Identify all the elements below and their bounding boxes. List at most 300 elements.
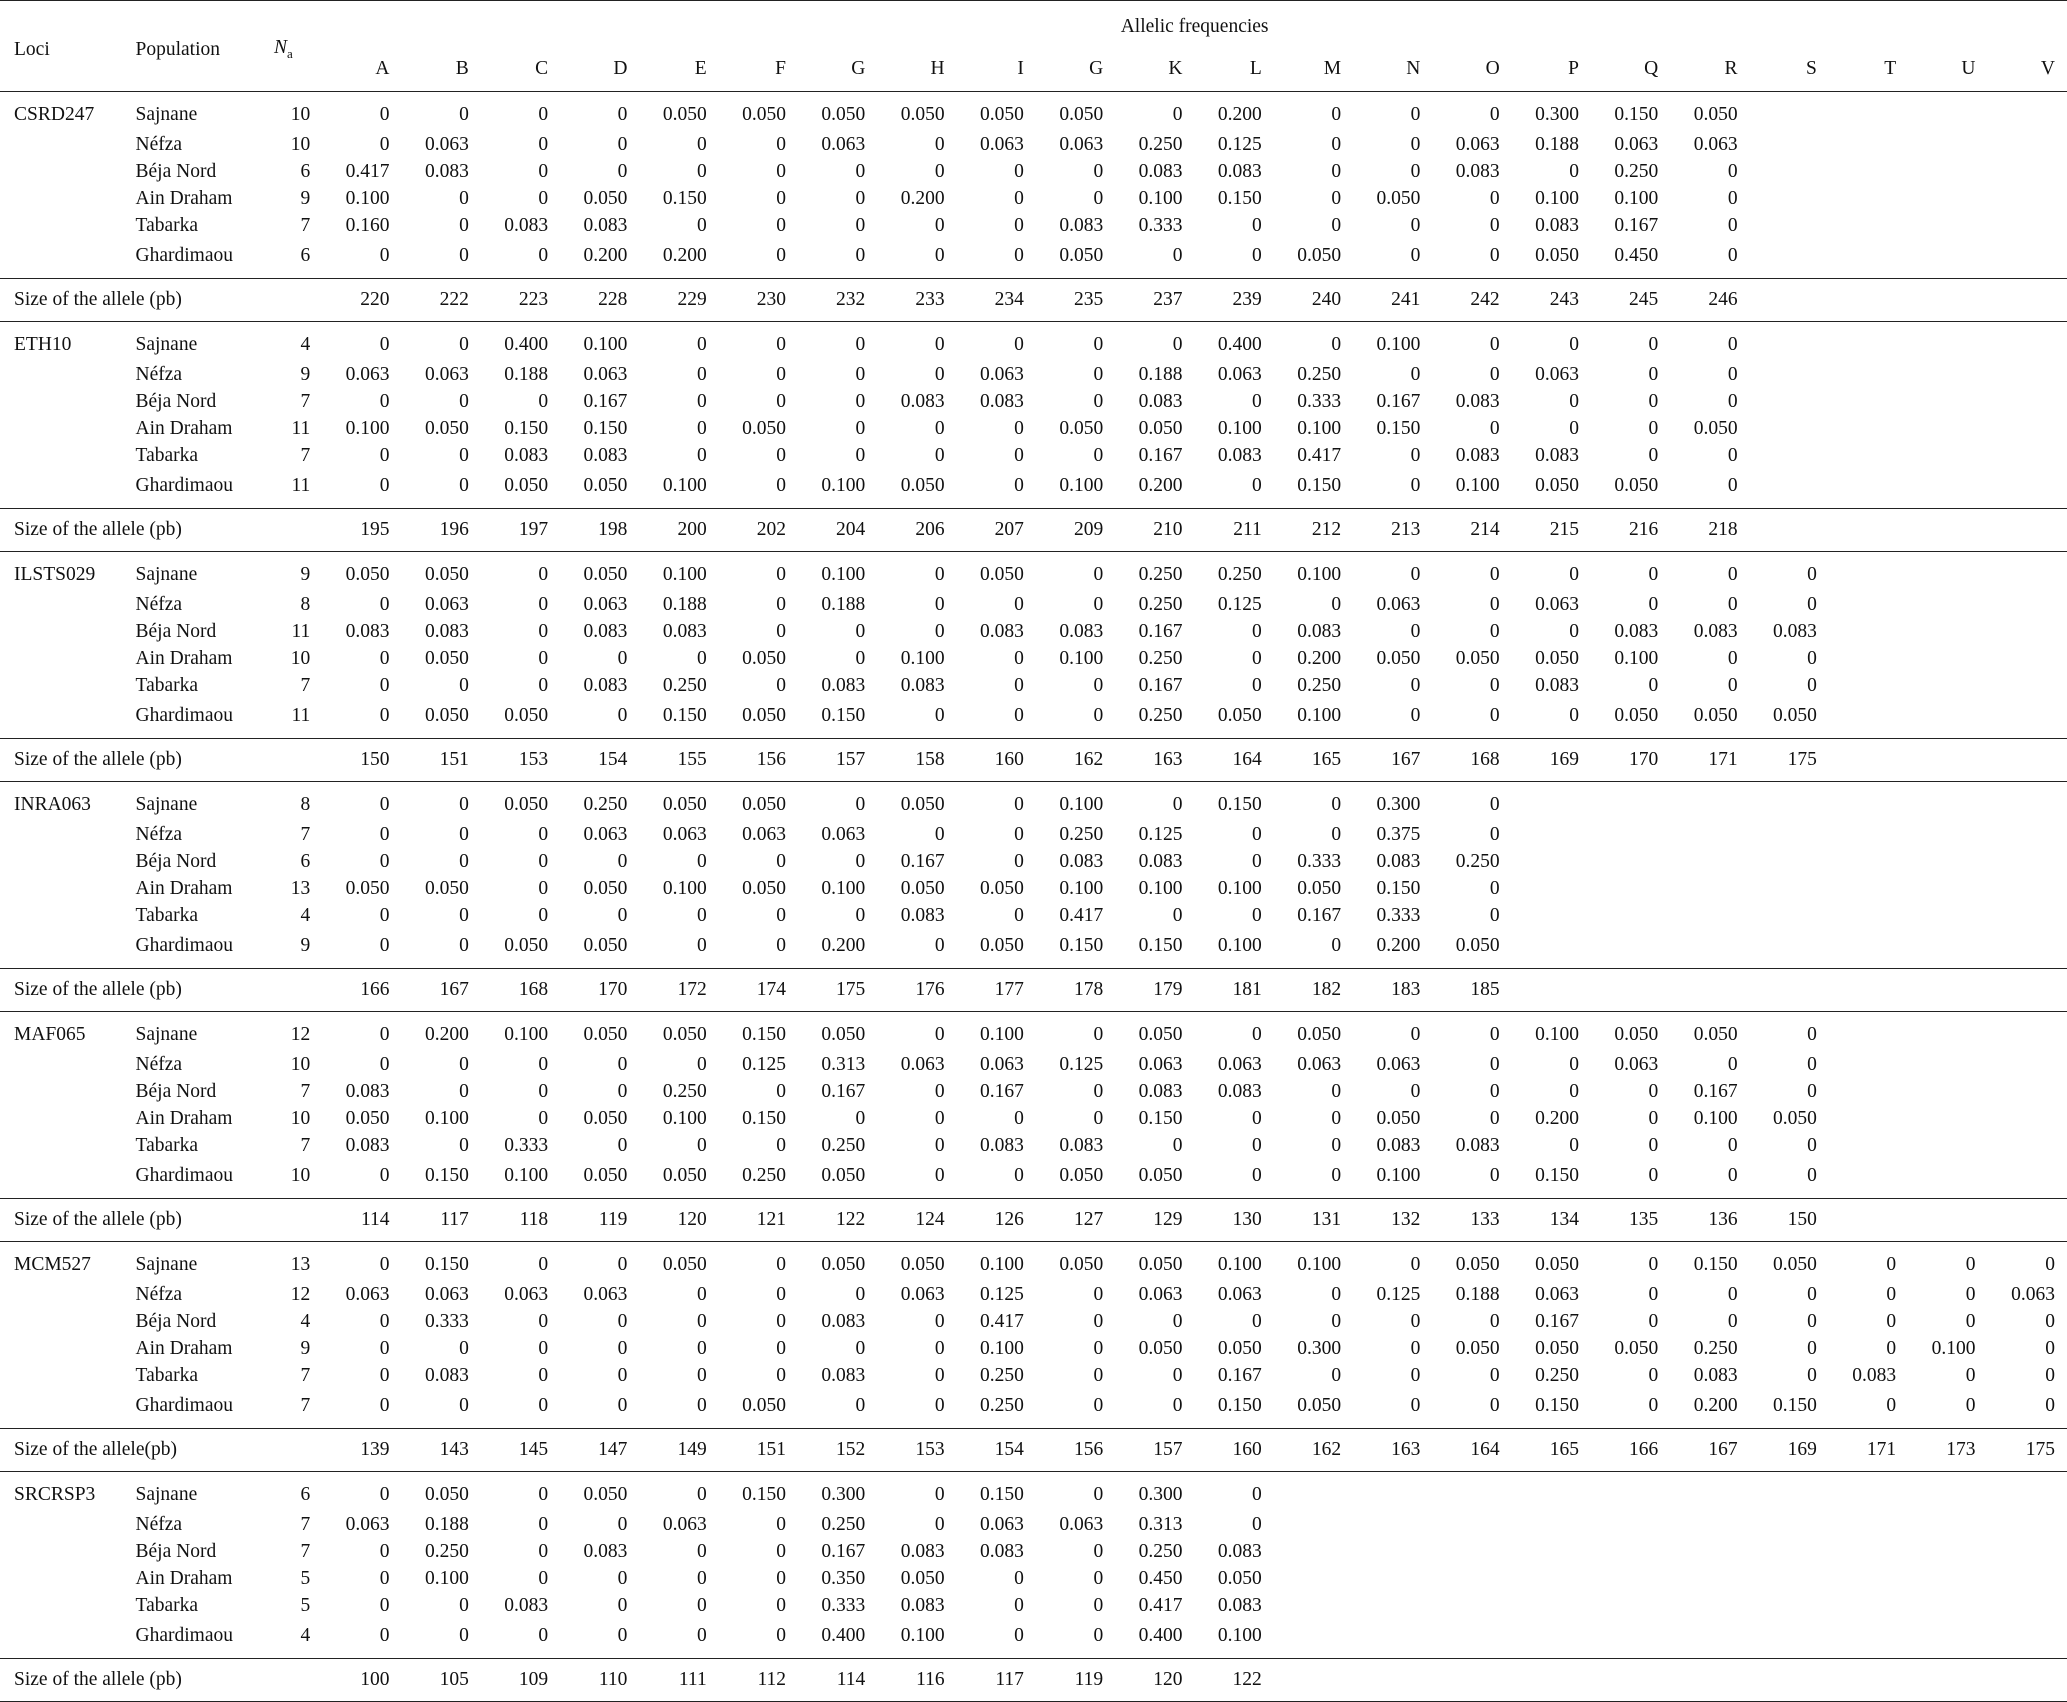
allele-size-cell: 167: [1391, 749, 1421, 770]
frequency-cell: [1750, 322, 1829, 362]
frequency-cell: 0.083: [1217, 160, 1262, 182]
frequency-cell: 0.188: [424, 1513, 469, 1535]
frequency-cell: 0: [538, 390, 549, 412]
population-name: Ain Draham: [135, 647, 233, 669]
frequency-cell: [1987, 212, 2067, 239]
frequency-cell: 0.050: [504, 474, 549, 496]
frequency-cell: 0: [696, 1540, 707, 1562]
frequency-cell: 0.063: [1535, 593, 1579, 615]
frequency-cell: [1987, 92, 2067, 132]
frequency-cell: 0.083: [1138, 160, 1183, 182]
frequency-cell: 0: [1807, 563, 1817, 585]
frequency-cell: 0: [1093, 444, 1104, 466]
frequency-cell: 0: [934, 160, 945, 182]
population-name: Ain Draham: [135, 417, 233, 439]
frequency-cell: 0.050: [345, 563, 390, 585]
frequency-cell: 0.050: [1693, 1023, 1738, 1045]
frequency-cell: [1591, 1538, 1670, 1565]
frequency-cell: [1829, 1619, 1908, 1659]
frequency-cell: 0.150: [1059, 934, 1104, 956]
allele-size-cell: 122: [1232, 1669, 1262, 1690]
frequency-cell: 0.063: [583, 823, 628, 845]
frequency-cell: 0.150: [821, 704, 866, 726]
frequency-cell: 0: [934, 1080, 945, 1102]
locus-name: [0, 158, 136, 185]
frequency-cell: 0.100: [980, 1337, 1024, 1359]
allele-size-cell: 242: [1470, 289, 1500, 310]
table-row: [0, 902, 2067, 929]
frequency-cell: 0: [617, 1364, 628, 1386]
allele-size-cell: 175: [2025, 1439, 2055, 1460]
frequency-cell: 0.063: [1614, 133, 1659, 155]
frequency-cell: 0.050: [1059, 417, 1104, 439]
na-value: 7: [300, 1540, 311, 1562]
frequency-cell: 0.250: [583, 793, 628, 815]
table-row: [0, 848, 2067, 875]
allele-size-cell: 135: [1629, 1209, 1659, 1230]
frequency-cell: 0.100: [821, 877, 866, 899]
allele-letter-header: V: [1987, 46, 2067, 92]
frequency-cell: 0.083: [1138, 1080, 1183, 1102]
frequency-cell: 0: [379, 704, 390, 726]
allele-size-cell: 246: [1708, 289, 1738, 310]
frequency-cell: 0.050: [583, 877, 628, 899]
locus-name: [0, 848, 136, 875]
frequency-cell: 0.083: [1535, 674, 1579, 696]
frequency-cell: 0: [776, 1364, 786, 1386]
frequency-cell: [1750, 239, 1829, 279]
frequency-cell: 0.417: [980, 1310, 1024, 1332]
frequency-cell: 0: [1569, 1053, 1579, 1075]
frequency-cell: 0: [934, 1107, 945, 1129]
locus-name: [0, 469, 136, 509]
frequency-cell: [1987, 1619, 2067, 1659]
frequency-cell: [1750, 1472, 1829, 1512]
frequency-cell: 0.083: [1535, 444, 1579, 466]
population-header: Population: [135, 38, 221, 60]
allele-size-cell: 114: [836, 1669, 866, 1690]
frequency-cell: 0.050: [1455, 647, 1500, 669]
frequency-cell: 0.100: [1138, 877, 1183, 899]
population-name: Ghardimaou: [135, 1394, 233, 1416]
frequency-cell: [1829, 699, 1908, 739]
population-name: Néfza: [135, 1513, 183, 1535]
locus-name: [0, 902, 136, 929]
frequency-cell: 0: [855, 1107, 866, 1129]
frequency-cell: 0.050: [1614, 704, 1659, 726]
table-row: [0, 645, 2067, 672]
frequency-cell: 0.250: [1138, 133, 1183, 155]
locus-name: [0, 1132, 136, 1159]
frequency-cell: 0: [1727, 214, 1738, 236]
frequency-cell: [1987, 185, 2067, 212]
table-row: [0, 552, 2067, 592]
frequency-cell: 0: [538, 593, 549, 615]
frequency-cell: 0.188: [1138, 363, 1183, 385]
frequency-cell: [1987, 442, 2067, 469]
frequency-cell: [1591, 1619, 1670, 1659]
allele-size-cell: 160: [994, 749, 1024, 770]
frequency-cell: 0: [1093, 674, 1104, 696]
frequency-cell: [1987, 699, 2067, 739]
frequency-cell: 0: [379, 1253, 390, 1275]
frequency-cell: 0: [1648, 333, 1659, 355]
frequency-cell: 0.250: [424, 1540, 469, 1562]
frequency-cell: 0: [1727, 474, 1738, 496]
frequency-cell: 0: [1093, 187, 1104, 209]
frequency-cell: 0: [1489, 593, 1500, 615]
locus-name: [0, 1511, 136, 1538]
frequency-cell: 0: [1648, 1394, 1659, 1416]
allele-size-label: Size of the allele(pb): [14, 1439, 177, 1460]
allele-size-cell: 196: [439, 519, 469, 540]
frequency-cell: 0.250: [980, 1394, 1024, 1416]
population-name: Néfza: [135, 133, 183, 155]
table-row: [0, 1511, 2067, 1538]
frequency-cell: 0.050: [504, 793, 549, 815]
frequency-cell: 0.188: [662, 593, 707, 615]
frequency-cell: 0: [459, 187, 469, 209]
allele-size-cell: 164: [1470, 1439, 1500, 1460]
frequency-cell: 0: [696, 390, 707, 412]
frequency-cell: [1829, 591, 1908, 618]
frequency-cell: 0: [459, 1080, 469, 1102]
locus-name: MCM527: [14, 1253, 91, 1275]
population-name: Tabarka: [135, 904, 199, 926]
frequency-cell: [1750, 185, 1829, 212]
frequency-cell: [1829, 1538, 1908, 1565]
frequency-cell: 0: [776, 160, 786, 182]
frequency-cell: 0.333: [424, 1310, 469, 1332]
frequency-cell: [1750, 1565, 1829, 1592]
frequency-cell: [1908, 848, 1987, 875]
frequency-cell: 0.063: [900, 1283, 945, 1305]
frequency-cell: [1987, 1012, 2067, 1052]
allele-size-cell: 116: [916, 1669, 945, 1690]
frequency-cell: [1750, 212, 1829, 239]
frequency-cell: 0.083: [1535, 214, 1579, 236]
allele-size-cell: 120: [1153, 1669, 1183, 1690]
frequency-cell: 0: [617, 704, 628, 726]
frequency-cell: 0.050: [424, 563, 469, 585]
frequency-cell: 0: [538, 1483, 549, 1505]
frequency-cell: 0: [538, 1080, 549, 1102]
frequency-cell: 0.300: [821, 1483, 866, 1505]
frequency-cell: [1987, 875, 2067, 902]
frequency-cell: 0: [379, 103, 390, 125]
frequency-cell: 0.083: [900, 904, 945, 926]
allele-size-cell: 185: [1470, 979, 1500, 1000]
frequency-cell: 0: [1252, 1164, 1262, 1186]
frequency-cell: 0.050: [583, 1107, 628, 1129]
frequency-cell: 0: [1331, 333, 1342, 355]
frequency-cell: 0: [696, 1310, 707, 1332]
frequency-cell: 0.083: [583, 214, 628, 236]
frequency-cell: 0: [379, 850, 390, 872]
frequency-cell: 0: [934, 1310, 945, 1332]
frequency-cell: 0: [538, 187, 549, 209]
frequency-cell: 0.050: [583, 1483, 628, 1505]
allele-size-cell: 243: [1549, 289, 1579, 310]
allele-size-cell: 133: [1470, 1209, 1500, 1230]
frequency-cell: [1829, 1592, 1908, 1619]
frequency-cell: 0.063: [1217, 1283, 1262, 1305]
allele-letter-header: N: [1353, 46, 1432, 92]
frequency-cell: 0: [1410, 244, 1421, 266]
allele-size-cell: 235: [1073, 289, 1104, 310]
frequency-cell: 0: [1648, 563, 1659, 585]
allele-size-cell: 215: [1549, 519, 1579, 540]
frequency-cell: 0.063: [1376, 1053, 1421, 1075]
frequency-cell: 0.167: [1138, 674, 1183, 696]
frequency-cell: 0.100: [1931, 1337, 1976, 1359]
frequency-cell: 0: [538, 1253, 549, 1275]
frequency-cell: 0.083: [1059, 850, 1104, 872]
frequency-cell: 0.050: [980, 563, 1024, 585]
frequency-cell: [1829, 322, 1908, 362]
frequency-cell: [1591, 929, 1670, 969]
frequency-cell: [1987, 821, 2067, 848]
na-value: 8: [300, 793, 311, 815]
frequency-cell: 0: [1489, 1053, 1500, 1075]
frequency-cell: 0: [617, 160, 628, 182]
frequency-cell: 0.200: [821, 934, 866, 956]
frequency-cell: 0: [1489, 793, 1500, 815]
table-row: [0, 1105, 2067, 1132]
frequency-cell: 0.100: [1297, 417, 1342, 439]
frequency-cell: [1829, 782, 1908, 822]
na-value: 7: [300, 1134, 311, 1156]
frequency-cell: 0: [1489, 704, 1500, 726]
frequency-cell: 0.083: [1614, 620, 1659, 642]
allele-size-cell: 173: [1946, 1439, 1976, 1460]
frequency-cell: [1987, 1592, 2067, 1619]
frequency-cell: 0.083: [1455, 1134, 1500, 1156]
allele-size-cell: 166: [1629, 1439, 1659, 1460]
allele-size-cell: 234: [994, 289, 1024, 310]
frequency-cell: [1432, 1619, 1511, 1659]
allele-size-cell: 114: [360, 1209, 390, 1230]
frequency-cell: [1670, 1565, 1749, 1592]
frequency-cell: 0.333: [504, 1134, 549, 1156]
frequency-cell: 0.150: [742, 1483, 786, 1505]
frequency-cell: 0.063: [1217, 1053, 1262, 1075]
frequency-cell: 0.167: [980, 1080, 1024, 1102]
frequency-cell: 0.083: [1693, 620, 1738, 642]
frequency-cell: [1274, 1592, 1353, 1619]
locus-name: [0, 929, 136, 969]
frequency-cell: 0: [855, 444, 866, 466]
frequency-cell: [1512, 875, 1591, 902]
allelic-frequencies-header: Allelic frequencies: [1120, 16, 1269, 37]
frequency-cell: 0: [459, 474, 469, 496]
frequency-cell: 0: [855, 647, 866, 669]
frequency-cell: 0: [1014, 1567, 1024, 1589]
frequency-cell: 0: [1172, 1134, 1183, 1156]
allele-size-cell: [1670, 1659, 1749, 1702]
table-row: [0, 1051, 2067, 1078]
frequency-cell: [1829, 1051, 1908, 1078]
allele-size-cell: 229: [677, 289, 707, 310]
frequency-cell: 0: [1014, 850, 1024, 872]
allele-size-cell: [1987, 279, 2067, 322]
frequency-cell: 0.150: [1217, 187, 1262, 209]
allele-size-cell: 170: [1629, 749, 1659, 770]
frequency-cell: 0.100: [1614, 647, 1659, 669]
na-value: 9: [300, 187, 311, 209]
frequency-cell: 0: [1886, 1310, 1897, 1332]
frequency-cell: 0: [1410, 133, 1421, 155]
population-name: Ain Draham: [135, 187, 233, 209]
allele-size-cell: [1750, 969, 1829, 1012]
frequency-cell: 0.083: [1852, 1364, 1897, 1386]
frequency-cell: 0.050: [1059, 1253, 1104, 1275]
frequency-cell: 0.063: [1535, 1283, 1579, 1305]
allele-size-cell: 164: [1232, 749, 1262, 770]
frequency-cell: 0: [459, 674, 469, 696]
frequency-cell: 0: [855, 363, 866, 385]
frequency-cell: [1908, 442, 1987, 469]
frequency-cell: 0: [1410, 214, 1421, 236]
allele-size-cell: 222: [439, 289, 469, 310]
allele-letter-header: H: [877, 46, 956, 92]
frequency-cell: 0.150: [1614, 103, 1659, 125]
table-row: [0, 1472, 2067, 1512]
frequency-cell: 0: [1172, 103, 1183, 125]
allele-size-cell: 162: [1073, 749, 1104, 770]
population-name: Tabarka: [135, 1594, 199, 1616]
frequency-cell: 0: [617, 103, 628, 125]
frequency-cell: 0: [1569, 417, 1579, 439]
frequency-cell: [1670, 1592, 1749, 1619]
frequency-cell: 0: [1489, 1310, 1500, 1332]
allele-size-cell: [1353, 1659, 1432, 1702]
frequency-cell: 0: [776, 904, 786, 926]
frequency-cell: 0: [696, 333, 707, 355]
frequency-cell: 0: [1014, 593, 1024, 615]
allele-size-cell: [1908, 739, 1987, 782]
frequency-cell: 0: [1727, 363, 1738, 385]
frequency-cell: 0.313: [821, 1053, 866, 1075]
frequency-cell: [1908, 699, 1987, 739]
allele-size-cell: 165: [1549, 1439, 1579, 1460]
frequency-cell: 0: [776, 934, 786, 956]
frequency-cell: 0: [1252, 850, 1262, 872]
frequency-cell: 0.250: [1138, 563, 1183, 585]
frequency-cell: 0.333: [1297, 850, 1342, 872]
frequency-cell: 0.050: [662, 1023, 707, 1045]
frequency-cell: 0.050: [424, 1483, 469, 1505]
table-row: [0, 131, 2067, 158]
frequency-cell: 0: [538, 1624, 549, 1646]
na-value: 11: [291, 704, 311, 726]
frequency-cell: [1591, 1511, 1670, 1538]
frequency-cell: 0: [1410, 1310, 1421, 1332]
frequency-cell: 0: [379, 444, 390, 466]
population-name: Tabarka: [135, 444, 199, 466]
frequency-cell: [1908, 1159, 1987, 1199]
frequency-cell: [1353, 1592, 1432, 1619]
frequency-cell: 0: [1727, 647, 1738, 669]
frequency-cell: [1750, 782, 1829, 822]
frequency-cell: 0.167: [821, 1540, 866, 1562]
frequency-cell: 0.167: [1614, 214, 1659, 236]
allele-size-cell: 165: [1311, 749, 1342, 770]
frequency-cell: 0.050: [1297, 877, 1342, 899]
frequency-cell: 0: [1727, 333, 1738, 355]
frequency-cell: 0: [1093, 160, 1104, 182]
allele-size-cell: 131: [1311, 1209, 1342, 1230]
frequency-cell: [1591, 1472, 1670, 1512]
population-name: Sajnane: [135, 1483, 198, 1505]
frequency-cell: 0: [459, 103, 469, 125]
allele-letter-header: G: [798, 46, 877, 92]
frequency-cell: 0.150: [1217, 793, 1262, 815]
frequency-cell: 0.250: [821, 1513, 866, 1535]
frequency-cell: 0.083: [980, 1540, 1024, 1562]
frequency-cell: 0: [1093, 563, 1104, 585]
frequency-cell: 0: [1410, 674, 1421, 696]
frequency-cell: 0: [1965, 1364, 1976, 1386]
frequency-cell: 0: [379, 390, 390, 412]
frequency-cell: 0.063: [1455, 133, 1500, 155]
locus-name: [0, 1105, 136, 1132]
allele-size-cell: 233: [915, 289, 945, 310]
frequency-cell: 0.083: [900, 390, 945, 412]
frequency-cell: 0.167: [821, 1080, 866, 1102]
frequency-cell: 0: [538, 133, 549, 155]
frequency-cell: 0: [617, 850, 628, 872]
frequency-cell: 0.188: [504, 363, 549, 385]
frequency-cell: [1591, 782, 1670, 822]
frequency-cell: 0: [379, 1540, 390, 1562]
frequency-cell: 0.050: [742, 103, 786, 125]
frequency-cell: [1908, 782, 1987, 822]
frequency-cell: 0: [459, 1594, 469, 1616]
frequency-cell: 0: [1489, 1364, 1500, 1386]
allele-size-cell: [1750, 509, 1829, 552]
frequency-cell: 0: [1014, 187, 1024, 209]
na-value: 10: [290, 1164, 311, 1186]
frequency-cell: 0.125: [980, 1283, 1024, 1305]
frequency-cell: [1908, 1565, 1987, 1592]
allele-size-row: [0, 1429, 2067, 1472]
frequency-cell: 0.100: [1138, 187, 1183, 209]
frequency-cell: 0: [379, 1567, 390, 1589]
frequency-cell: [1829, 469, 1908, 509]
allele-size-cell: [1512, 1659, 1591, 1702]
allele-size-cell: 237: [1153, 289, 1183, 310]
frequency-cell: 0.083: [1455, 444, 1500, 466]
frequency-cell: 0.050: [900, 1567, 945, 1589]
allele-letter-header: L: [1194, 46, 1273, 92]
frequency-cell: 0.083: [1693, 1364, 1738, 1386]
frequency-cell: 0.063: [424, 593, 469, 615]
allele-size-cell: 169: [1787, 1439, 1817, 1460]
frequency-cell: 0.083: [980, 390, 1024, 412]
allele-size-cell: 167: [439, 979, 469, 1000]
na-value: 4: [300, 1624, 311, 1646]
frequency-cell: 0: [617, 647, 628, 669]
frequency-cell: 0.083: [345, 1134, 390, 1156]
frequency-cell: 0.250: [742, 1164, 786, 1186]
locus-name: [0, 699, 136, 739]
allele-size-cell: 127: [1073, 1209, 1104, 1230]
allele-size-cell: 172: [677, 979, 707, 1000]
frequency-cell: [1829, 902, 1908, 929]
frequency-cell: [1987, 929, 2067, 969]
frequency-cell: 0.050: [583, 563, 628, 585]
